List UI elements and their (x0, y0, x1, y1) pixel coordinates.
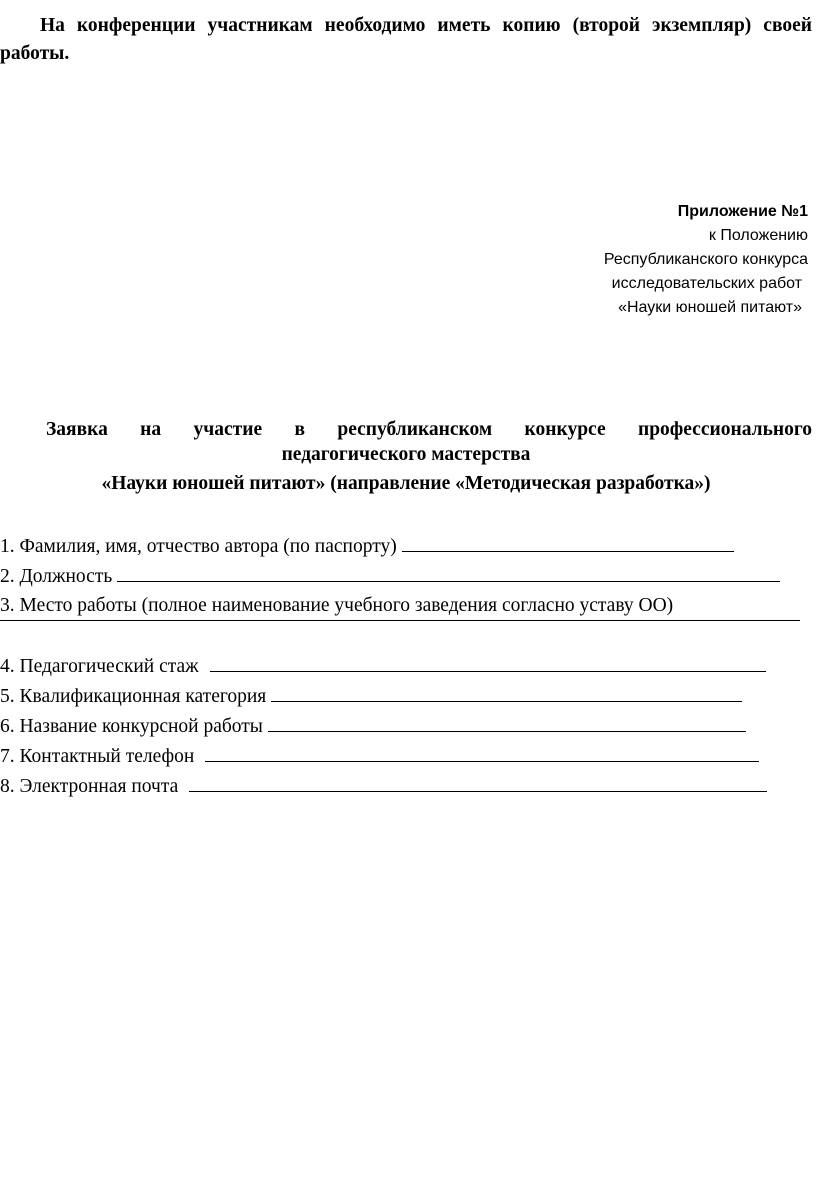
field-label: 3. Место работы (полное наименование учебного заведения согласно уставу ОО) (0, 595, 674, 616)
field-position (0, 561, 780, 591)
field-category (0, 681, 742, 711)
field-full-name (0, 531, 734, 561)
fill-line[interactable] (189, 771, 767, 792)
field-phone (0, 741, 759, 771)
field-label: 4. Педагогический стаж (0, 656, 199, 677)
field-label: 7. Контактный телефон (0, 746, 195, 767)
field-email (0, 771, 767, 801)
fill-line[interactable] (0, 620, 800, 621)
appendix-line: «Науки юношей питают» (618, 299, 802, 316)
fill-line[interactable] (210, 651, 766, 672)
appendix-line: Республиканского конкурса (603, 251, 808, 268)
fill-line[interactable] (268, 711, 746, 732)
field-work-title (0, 711, 746, 741)
application-title-line-3: «Науки юношей питают» (направление «Методическая разработка») (101, 473, 711, 494)
field-label: 2. Должность (0, 566, 113, 587)
application-title-line-1: Заявка на участие в республиканском конкурсе профессионального (46, 419, 812, 440)
application-title-line-2: педагогического мастерства (281, 444, 531, 465)
appendix-header (508, 200, 808, 320)
fill-line[interactable] (205, 741, 759, 762)
field-label: 5. Квалификационная категория (0, 686, 267, 707)
fill-line[interactable] (402, 531, 734, 552)
field-label: 8. Электронная почта (0, 776, 179, 797)
appendix-line: исследовательских работ (611, 275, 802, 292)
field-label: 1. Фамилия, имя, отчество автора (по паспорту) (0, 536, 397, 557)
fill-line[interactable] (117, 561, 780, 582)
appendix-line: к Положению (708, 227, 808, 244)
field-experience (0, 651, 766, 681)
field-label: 6. Название конкурсной работы (0, 716, 263, 737)
intro-note: На конференции участникам необходимо иметь копию (второй экземпляр) своей работы. (0, 15, 812, 64)
field-workplace (0, 592, 673, 620)
appendix-title: Приложение №1 (677, 203, 808, 220)
fill-line[interactable] (271, 681, 742, 702)
